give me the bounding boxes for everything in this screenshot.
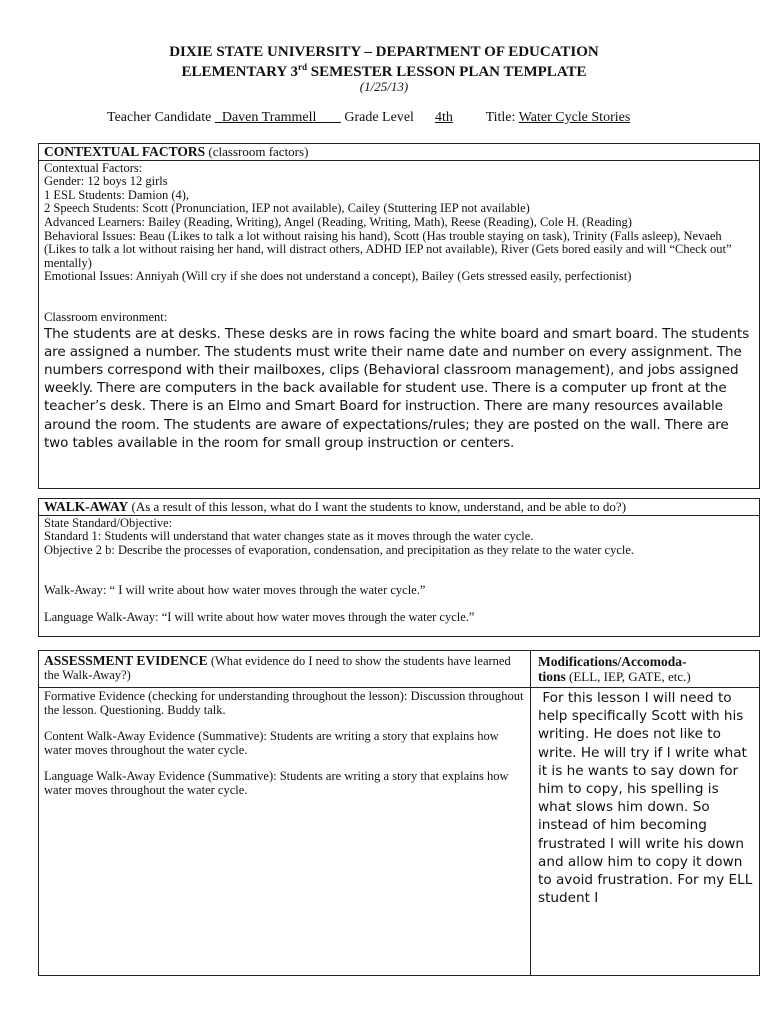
evidence-paragraph: Formative Evidence (checking for understanding throughout the lesson): Discussion throughout the lesson. Questioning. Buddy talk.	[44, 689, 524, 717]
assessment-evidence-body	[39, 687, 530, 798]
modifications-column	[531, 651, 759, 975]
classroom-environment-text: The students are at desks. These desks are in rows facing the white board and smart board. The students are assigned a number. The students must write their name date and number on every assignment. The numbers correspond with their mailboxes, clips (Behavioral classroom management), and jobs assigned weekly. There are computers in the back available for student use. There is a computer up front at the teacher’s desk. There is an Elmo and Smart Board for instruction. There are many resources available around the room. The students are aware of expectations/rules; they are posted on the wall. There are two tables available in the room for small group instruction or centers.	[44, 325, 750, 451]
walk-away-section	[38, 498, 760, 637]
standard-line: State Standard/Objective:	[44, 515, 173, 530]
modifications-heading: Modifications/Accomoda- tions (ELL, IEP, GATE, etc.)	[538, 654, 691, 684]
assessment-evidence-column	[39, 651, 531, 975]
contextual-factors-section	[38, 143, 760, 489]
contextual-factors-body	[39, 161, 759, 453]
teacher-label: Teacher Candidate	[107, 110, 212, 125]
lesson-meta-row	[107, 110, 630, 126]
contextual-line: Emotional Issues: Anniyah (Will cry if she does not understand a concept), Bailey (Gets stressed easily, perfectionist)	[44, 269, 632, 284]
title-line-2-post: SEMESTER LESSON PLAN TEMPLATE	[307, 64, 587, 80]
title-line-2-pre: ELEMENTARY 3	[181, 64, 299, 80]
title-label: Title:	[485, 110, 516, 125]
title-value: Water Cycle Stories	[518, 110, 631, 125]
grade-value: 4th	[434, 110, 453, 125]
language-walk-away-statement: Language Walk-Away: “I will write about how water moves through the water cycle.”	[44, 609, 475, 624]
contextual-factors-heading: CONTEXTUAL FACTORS (classroom factors)	[39, 144, 759, 161]
evidence-paragraph: Content Walk-Away Evidence (Summative): Students are writing a story that explains how water moves throughout the water cycle.	[44, 729, 499, 757]
contextual-line: Behavioral Issues: Beau (Likes to talk a lot without raising his hand), Scott (Has trouble staying on task), Trinity (Falls asleep), Nevaeh (Likes to talk a lot without raising her hand, will distract others, ADHD IEP not available), River (Gets bored easily and will “Check out” mentally)	[44, 228, 732, 270]
contextual-line: 1 ESL Students: Damion (4),	[44, 187, 190, 202]
assessment-evidence-heading: ASSESSMENT EVIDENCE (What evidence do I need to show the students have learned the Walk-Away?)	[44, 653, 511, 682]
classroom-environment-label: Classroom environment:	[44, 309, 168, 324]
walk-away-statement: Walk-Away: “ I will write about how water moves through the water cycle.”	[44, 583, 426, 598]
contextual-line: 2 Speech Students: Scott (Pronunciation, IEP not available), Cailey (Stuttering IEP not available)	[44, 201, 530, 216]
assessment-evidence-section	[38, 650, 760, 976]
document-title-line-1: DIXIE STATE UNIVERSITY – DEPARTMENT OF EDUCATION	[169, 44, 599, 60]
contextual-line: Advanced Learners: Bailey (Reading, Writing), Angel (Reading, Writing, Math), Reese (Reading), Cole H. (Reading)	[44, 214, 632, 229]
standard-line: Objective 2 b: Describe the processes of evaporation, condensation, and precipitation as they relate to the water cycle.	[44, 542, 635, 557]
walk-away-body	[39, 516, 759, 626]
evidence-paragraph: Language Walk-Away Evidence (Summative): Students are writing a story that explains how water moves throughout the water cycle.	[44, 769, 509, 797]
modifications-text: For this lesson I will need to help specifically Scott with his writing. He does not like to write. He will try if I write what it is he wants to say down for him to copy, his spelling is what slows him down. So instead of him becoming frustrated I will write his down and allow him to copy it down to avoid frustration. For my ELL student I	[538, 690, 757, 907]
standard-line: Standard 1: Students will understand that water changes state as it moves through the water cycle.	[44, 529, 534, 544]
walk-away-heading: WALK-AWAY (As a result of this lesson, what do I want the students to know, understand, and be able to do?)	[39, 499, 759, 516]
title-line-2-sup: rd	[298, 62, 308, 72]
teacher-value: Daven Trammell	[214, 110, 341, 125]
document-date: (1/25/13)	[359, 79, 409, 94]
grade-label: Grade Level	[344, 110, 414, 125]
contextual-line: Gender: 12 boys 12 girls	[44, 174, 168, 189]
contextual-line: Contextual Factors:	[44, 160, 143, 175]
